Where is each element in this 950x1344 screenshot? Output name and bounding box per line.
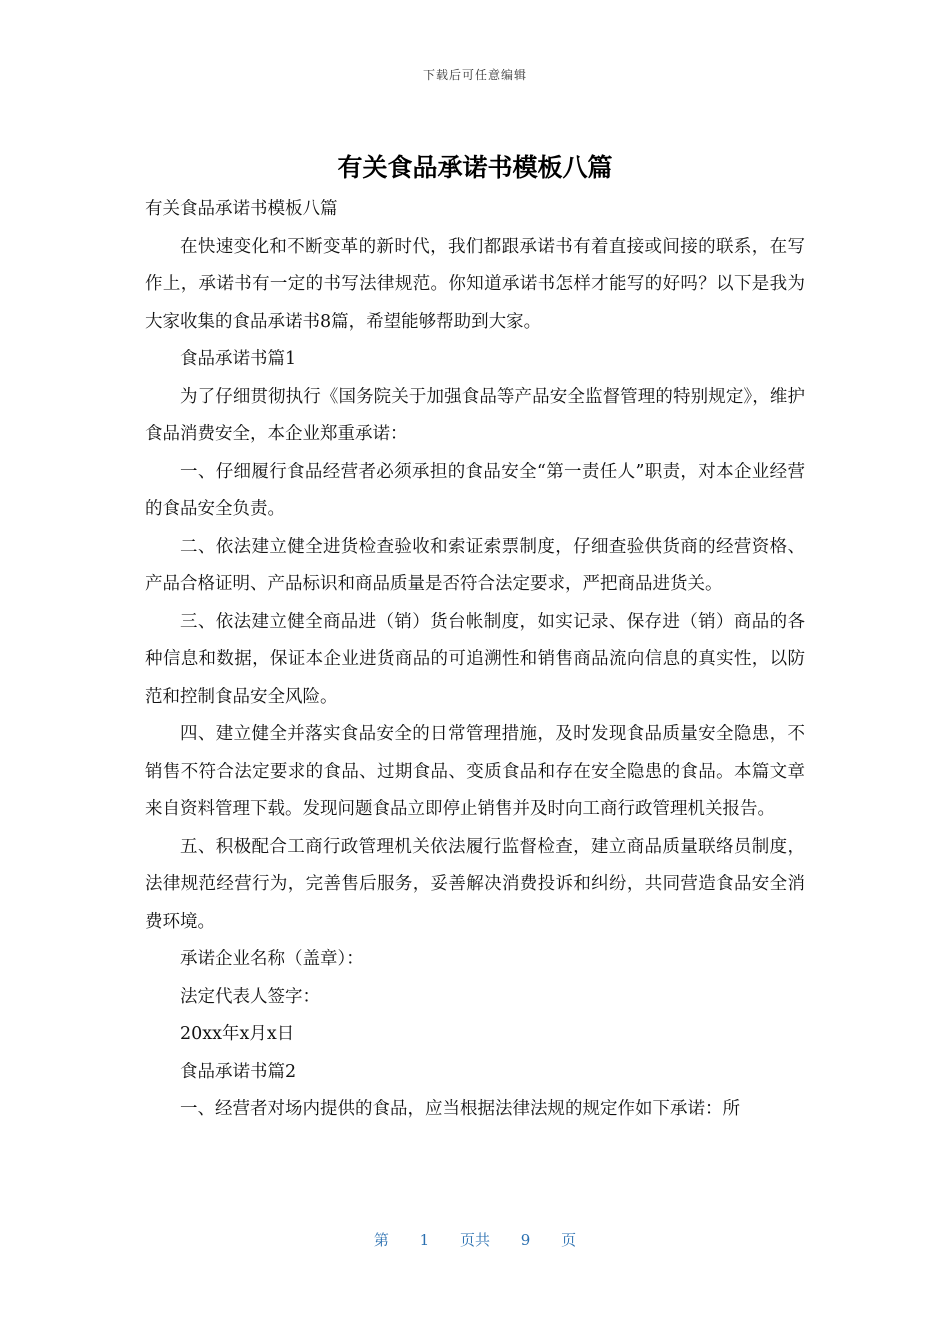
- paragraph-item-3: 三、依法建立健全商品进（销）货台帐制度，如实记录、保存进（销）商品的各种信息和数据，保证本企业进货商品的可追溯性和销售商品流向信息的真实性，以防范和控制食品安全风险。: [145, 611, 805, 707]
- page-label-prefix: 第: [373, 1231, 389, 1249]
- paragraph-intro: 在快速变化和不断变革的新时代，我们都跟承诺书有着直接或间接的联系，在写作上，承诺书有一定的书写法律规范。你知道承诺书怎样才能写的好吗？以下是我为大家收集的食品承诺书8篇，希望能够帮助到大家。: [145, 236, 805, 332]
- page-label-middle: 页共: [459, 1231, 490, 1249]
- section-heading-2: 食品承诺书篇2: [180, 1061, 297, 1082]
- paragraph-item-5: 五、积极配合工商行政管理机关依法履行监督检查，建立商品质量联络员制度，法律规范经营行为，完善售后服务，妥善解决消费投诉和纠纷，共同营造食品安全消费环境。: [145, 836, 805, 932]
- signature-company-name: 承诺企业名称（盖章）：: [180, 949, 364, 969]
- page-number-footer: [0, 1229, 950, 1250]
- page-total: 9: [520, 1231, 531, 1249]
- document-subtitle: 有关食品承诺书模板八篇: [145, 199, 338, 219]
- page-label-suffix: 页: [561, 1231, 577, 1249]
- page-current: 1: [419, 1231, 430, 1249]
- paragraph: 一、经营者对场内提供的食品，应当根据法律法规的规定作如下承诺：所: [180, 1099, 740, 1119]
- section-heading-1: 食品承诺书篇1: [180, 349, 297, 369]
- paragraph: 为了仔细贯彻执行《国务院关于加强食品等产品安全监督管理的特别规定》，维护食品消费安全，本企业郑重承诺：: [145, 386, 805, 444]
- paragraph-item-2: 二、依法建立健全进货检查验收和索证索票制度，仔细查验供货商的经营资格、产品合格证明、产品标识和商品质量是否符合法定要求，严把商品进货关。: [145, 536, 805, 594]
- signature-date: 20xx年x月x日: [180, 1024, 295, 1044]
- document-title: 有关食品承诺书模板八篇: [337, 153, 613, 182]
- paragraph-item-4: 四、建立健全并落实食品安全的日常管理措施，及时发现食品质量安全隐患，不销售不符合法定要求的食品、过期食品、变质食品和存在安全隐患的食品。本篇文章来自资料管理下载。发现问题食品立即停止销售并及时向工商行政管理机关报告。: [145, 724, 805, 819]
- page-header-note: 下载后可任意编辑: [422, 68, 527, 82]
- signature-legal-representative: 法定代表人签字：: [180, 986, 320, 1007]
- document-body: [145, 191, 805, 1129]
- paragraph-item-1: 一、仔细履行食品经营者必须承担的食品安全“第一责任人”职责，对本企业经营的食品安全负责。: [145, 461, 805, 519]
